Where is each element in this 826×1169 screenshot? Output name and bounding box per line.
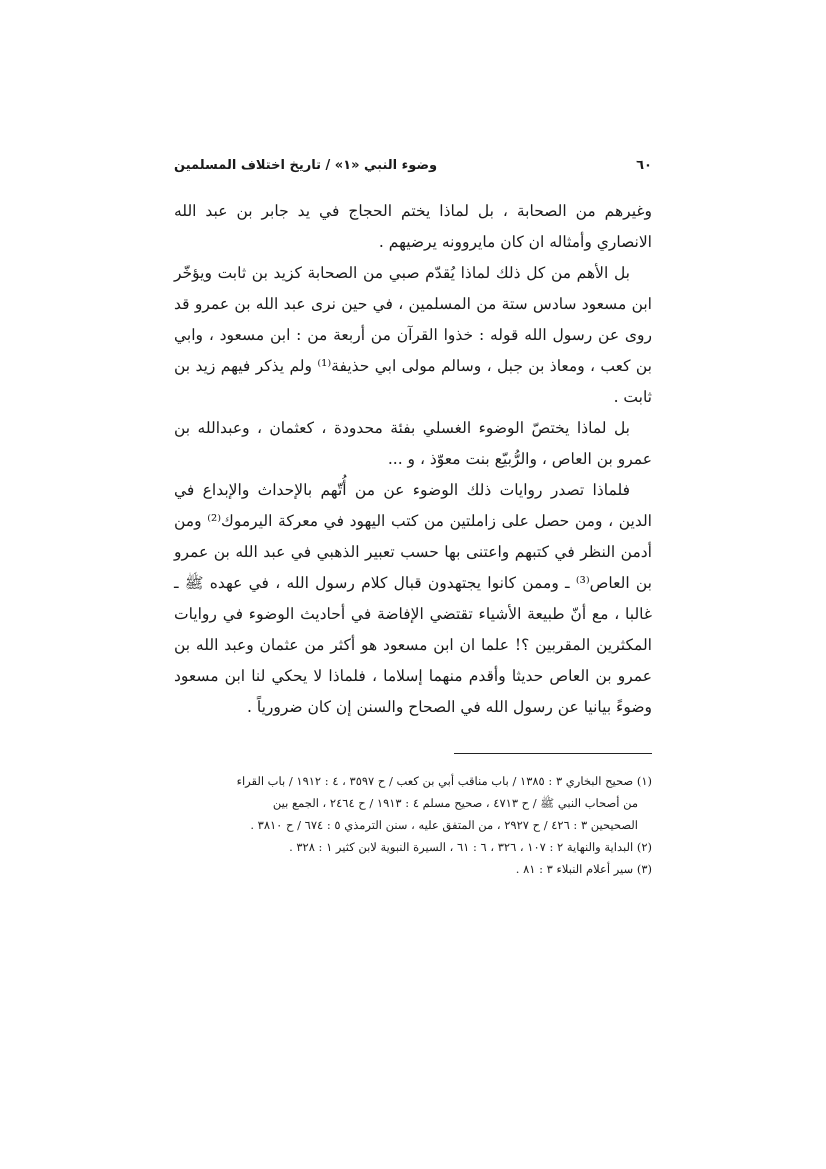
footnotes xyxy=(174,770,652,880)
footnote-1-line-3: الصحيحين ٣ : ٤٢٦ / ح ٢٩٢٧ ، من المتفق عليه ، سنن الترمذي ٥ : ٦٧٤ / ح ٣٨١٠ . xyxy=(250,818,638,832)
running-header xyxy=(174,158,652,180)
book-page xyxy=(174,150,652,880)
paragraph-2: بل الأهم من كل ذلك لماذا يُقدّم صبي من الصحابة كزيد بن ثابت ويؤخّر ابن مسعود سادس ستة من المسلمين ، في حين نرى عبد الله بن عمرو قد روى عن رسول الله قوله : خذوا القرآن من أربعة من : ابن مسعود ، وابي بن كعب ، ومعاذ بن جبل ، وسالم مولى ابي حذيفة⁽¹⁾ ولم يذكر فيهم زيد بن ثابت . xyxy=(174,264,652,406)
paragraph-4: فلماذا تصدر روايات ذلك الوضوء عن من أُتّهم بالإحداث والإبداع في الدين ، ومن حصل على زاملتين من كتب اليهود في معركة اليرموك⁽²⁾ ومن أدمن النظر في كتبهم واعتنى بها حسب تعبير الذهبي في عبد الله بن عمرو بن العاص⁽³⁾ ـ وممن كانوا يجتهدون قبال كلام رسول الله ، في عهده ﷺ ـ غالبا ، مع أنّ طبيعة الأشياء تقتضي الإفاضة في أحاديث الوضوء في روايات المكثرين المقربين ؟! علما ان ابن مسعود هو أكثر من عثمان وعبد الله بن عمرو بن العاص حديثا وأقدم منهما إسلاما ، فلماذا لا يحكي لنا ابن مسعود وضوءً بيانيا عن رسول الله في الصحاح والسنن إن كان ضرورياً . xyxy=(174,481,652,716)
footnote-1-line-2: من أصحاب النبي ﷺ / ح ٤٧١٣ ، صحيح مسلم ٤ : ١٩١٣ / ح ٢٤٦٤ ، الجمع بين xyxy=(272,796,638,810)
running-header-title: وضوء النبي «١» / تاريخ اختلاف المسلمين xyxy=(174,158,438,173)
page-number: ٦٠ xyxy=(636,158,652,173)
footnote-2: (٢) البداية والنهاية ٢ : ١٠٧ ، ٣٢٦ ، ٦ : ٦١ ، السيرة النبوية لابن كثير ١ : ٣٢٨ . xyxy=(289,840,652,854)
footnote-1-line-1: (١) صحيح البخاري ٣ : ١٣٨٥ / باب مناقب أبي بن كعب / ح ٣٥٩٧ ، ٤ : ١٩١٢ / باب القراء xyxy=(236,774,652,788)
main-text xyxy=(174,196,652,723)
footnote-separator xyxy=(454,753,652,754)
paragraph-1: وغيرهم من الصحابة ، بل لماذا يختم الحجاج في يد جابر بن عبد الله الانصاري وأمثاله ان كان مايروونه يرضيهم . xyxy=(174,202,652,251)
footnote-3: (٣) سير أعلام النبلاء ٣ : ٨١ . xyxy=(515,862,652,876)
paragraph-3: بل لماذا يختصّ الوضوء الغسلي بفئة محدودة ، كعثمان ، وعبدالله بن عمرو بن العاص ، والرُّبيّع بنت معوّذ ، و ... xyxy=(174,419,652,468)
